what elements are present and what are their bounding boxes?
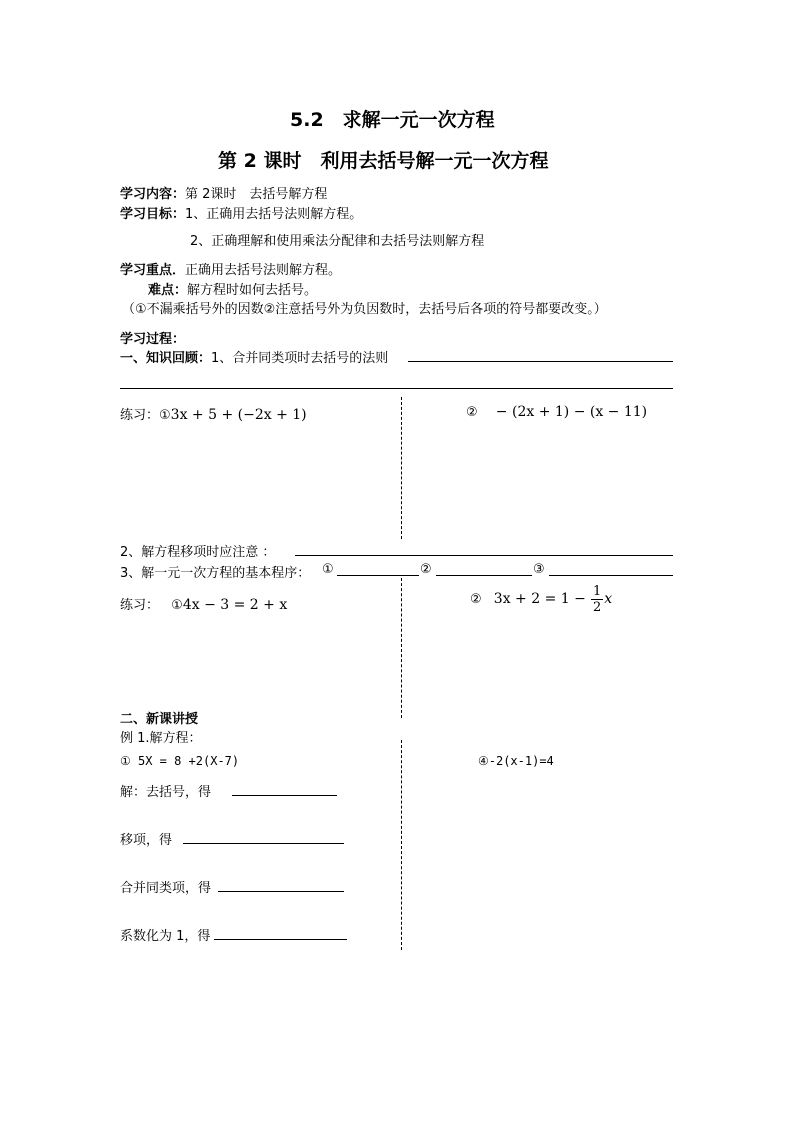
key-point-label: 学习重点． — [120, 263, 186, 278]
practice2-ex1-expr: 4x − 3 = 2 + x — [182, 597, 288, 613]
review-item2-blank[interactable] — [295, 555, 673, 556]
step-coefficient-blank[interactable] — [214, 939, 347, 940]
study-goals-label: 学习目标： — [120, 207, 186, 222]
review-item1: 1、合并同类项时去括号的法则 — [211, 351, 389, 366]
page-subtitle: 第 2 课时 利用去括号解一元一次方程 — [218, 150, 549, 172]
key-point — [120, 259, 341, 278]
practice1-label: 练习： — [120, 408, 160, 423]
fraction-numerator: 1 — [593, 584, 602, 599]
study-goals — [120, 203, 362, 222]
practice1-ex1-marker: ① — [159, 408, 171, 423]
practice1-ex2 — [466, 404, 647, 420]
practice2-ex2-right: x — [604, 591, 613, 607]
practice2-ex1-marker: ① — [171, 598, 183, 613]
study-goal-2: 2、正确理解和使用乘法分配律和去括号法则解方程 — [190, 234, 485, 249]
review-item2: 2、解方程移项时应注意 ： — [120, 545, 276, 560]
column-divider-2 — [401, 578, 402, 718]
difficulty — [148, 279, 317, 298]
example-label: 例 1.解方程： — [120, 731, 202, 746]
example-eq4: ④-2(x-1)=4 — [478, 754, 554, 768]
step-blank-1[interactable] — [337, 575, 419, 576]
step-marker-3: ③ — [533, 562, 545, 577]
practice2-ex2-left: 3x + 2 = 1 − — [493, 591, 586, 607]
step-coefficient: 系数化为 1，得 — [120, 929, 211, 944]
practice2-label: 练习： — [120, 598, 160, 613]
step-expand: 解：去括号，得 — [120, 785, 212, 800]
practice2-ex2-marker: ② — [470, 592, 482, 607]
example-eq1: ① 5X = 8 +2(X-7) — [120, 754, 240, 768]
practice2-ex1 — [120, 594, 287, 613]
step-marker-2: ② — [420, 562, 432, 577]
study-content-value: 第 2课时 去括号解方程 — [185, 187, 328, 202]
step-combine-blank[interactable] — [218, 891, 344, 892]
practice1-ex1-expr: 3x + 5 + (−2x + 1) — [170, 407, 307, 423]
fraction-one-half — [591, 584, 603, 615]
practice1-ex1 — [120, 404, 307, 423]
note: （①不漏乘括号外的因数②注意括号外为负因数时，去括号后各项的符号都要改变。） — [122, 302, 607, 317]
step-transpose: 移项，得 — [120, 833, 173, 848]
review-item1-blank[interactable] — [408, 361, 673, 362]
review-item3: 3、解一元一次方程的基本程序： — [120, 566, 311, 581]
review-line — [120, 347, 388, 366]
column-divider-1 — [401, 397, 402, 539]
study-content — [120, 183, 327, 202]
process-label: 学习过程： — [120, 332, 186, 347]
study-content-label: 学习内容： — [120, 187, 186, 202]
difficulty-label: 难点： — [148, 283, 188, 298]
page-title: 5.2 求解一元一次方程 — [290, 109, 495, 131]
column-divider-3 — [401, 740, 402, 950]
step-combine: 合并同类项，得 — [120, 881, 212, 896]
new-lesson-heading: 二、新课讲授 — [120, 712, 199, 727]
review-prefix: 一、知识回顾： — [120, 351, 212, 366]
difficulty-value: 解方程时如何去括号。 — [187, 283, 318, 298]
study-goal-1: 1、正确用去括号法则解方程。 — [185, 207, 363, 222]
key-point-value: 正确用去括号法则解方程。 — [185, 263, 342, 278]
fraction-denominator: 2 — [593, 600, 602, 615]
practice1-ex2-marker: ② — [466, 405, 478, 420]
step-expand-blank[interactable] — [232, 795, 337, 796]
practice2-ex2 — [470, 584, 612, 615]
step-blank-2[interactable] — [436, 575, 532, 576]
step-transpose-blank[interactable] — [183, 843, 344, 844]
review-item1-blank-2[interactable] — [120, 388, 673, 389]
step-blank-3[interactable] — [549, 575, 673, 576]
step-marker-1: ① — [322, 562, 334, 577]
practice1-ex2-expr: − (2x + 1) − (x − 11) — [495, 404, 648, 420]
